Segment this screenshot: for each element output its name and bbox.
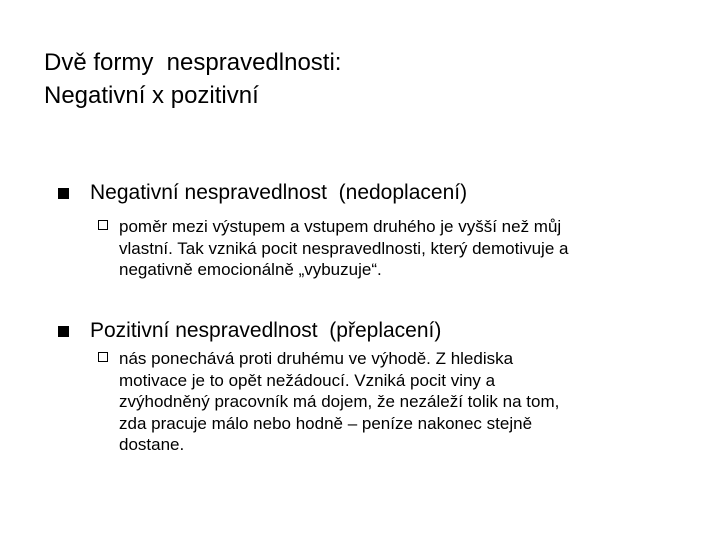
square-bullet-icon xyxy=(58,326,69,337)
section-heading-paren: (přeplacení) xyxy=(329,319,442,342)
subpoint-line: vlastní. Tak vzniká pocit nespravedlnosti, který demotivuje a xyxy=(119,238,569,258)
section-heading xyxy=(90,180,467,206)
subpoint-line: motivace je to opět nežádoucí. Vzniká pocit viny a xyxy=(119,370,496,390)
section-heading-paren: (nedoplacení) xyxy=(338,181,468,204)
subpoint-text xyxy=(119,348,659,456)
slide-title xyxy=(44,46,684,112)
subpoint-line: negativně emocionálně „vybuzuje“. xyxy=(119,260,382,279)
square-bullet-icon xyxy=(58,188,69,199)
section-heading-main: Pozitivní nespravedlnost xyxy=(90,319,330,342)
title-line-2: Negativní x pozitivní xyxy=(44,82,259,109)
section-heading xyxy=(90,318,441,344)
section-heading-main: Negativní nespravedlnost xyxy=(90,181,339,204)
subpoint-line: zda pracuje málo nebo hodně – peníze nakonec stejně xyxy=(119,413,533,433)
subpoint-line: nás ponechává proti druhému ve výhodě. Z hlediska xyxy=(119,349,514,368)
hollow-square-bullet-icon xyxy=(98,352,108,362)
subpoint-line: zvýhodněný pracovník má dojem, že nezáleží tolik na tom, xyxy=(119,392,560,411)
subpoint-line: dostane. xyxy=(119,435,185,454)
title-line-1: Dvě formy nespravedlnosti: xyxy=(44,49,342,76)
subpoint-text xyxy=(119,216,659,281)
hollow-square-bullet-icon xyxy=(98,220,108,230)
subpoint-line: poměr mezi výstupem a vstupem druhého je vyšší než můj xyxy=(119,217,562,236)
